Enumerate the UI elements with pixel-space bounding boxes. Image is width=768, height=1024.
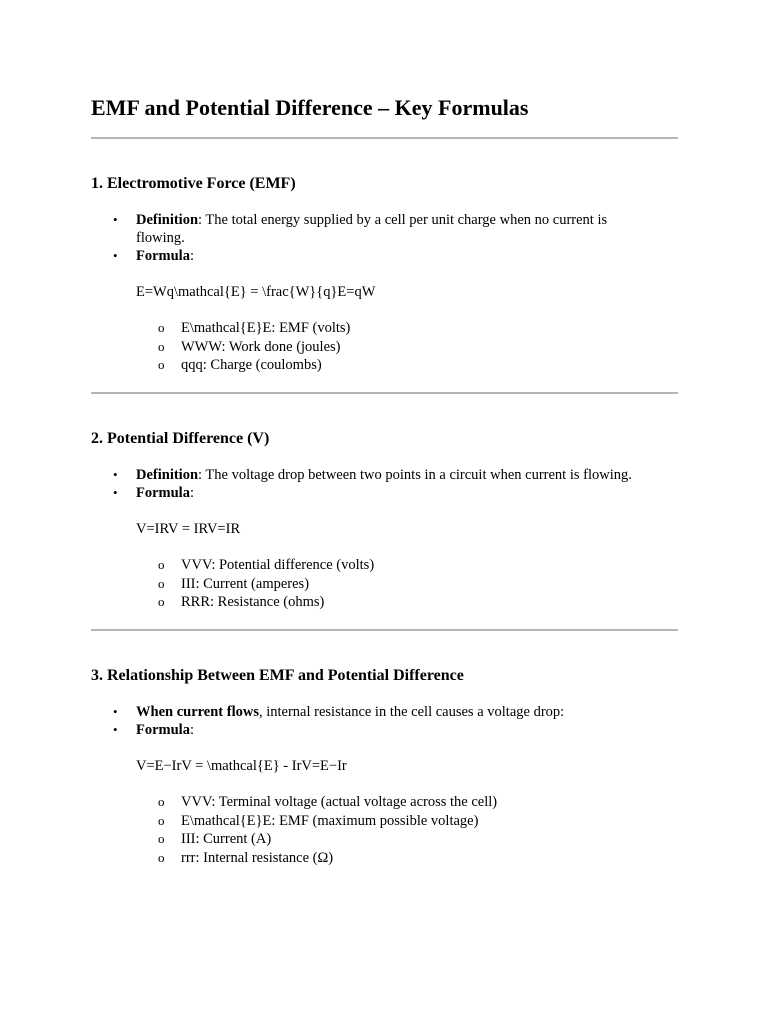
variable-item: o III: Current (A) xyxy=(91,830,497,849)
formula-colon: : xyxy=(189,485,194,501)
section-3-intro xyxy=(91,703,646,721)
section-3-heading: 3. Relationship Between EMF and Potential Difference xyxy=(91,667,464,684)
variable-item: o E\mathcal{E}E: EMF (maximum possible voltage) xyxy=(91,812,497,831)
section-1-divider xyxy=(91,392,678,394)
variable-item: o qqq: Charge (coulombs) xyxy=(91,356,350,375)
title-divider xyxy=(91,137,678,139)
condition-text: , internal resistance in the cell causes a voltage drop: xyxy=(258,704,565,720)
variable-item: o III: Current (amperes) xyxy=(91,575,374,594)
section-1-heading: 1. Electromotive Force (EMF) xyxy=(91,175,296,192)
section-2-divider xyxy=(91,629,678,631)
variable-item: o RRR: Resistance (ohms) xyxy=(91,593,374,612)
condition-label: When current flows xyxy=(136,704,259,720)
formula-label: Formula xyxy=(136,485,190,501)
section-2-formula-label xyxy=(91,484,646,502)
section-2-definition xyxy=(91,466,646,484)
formula-label: Formula xyxy=(136,248,190,264)
formula-colon: : xyxy=(189,722,194,738)
section-3-variables xyxy=(91,793,497,867)
section-2-heading: 2. Potential Difference (V) xyxy=(91,430,270,447)
variable-item: o rrr: Internal resistance (Ω) xyxy=(91,849,497,868)
section-1-bullets xyxy=(91,211,678,265)
document-title: EMF and Potential Difference – Key Formulas xyxy=(91,95,529,120)
definition-label: Definition xyxy=(136,467,199,483)
definition-label: Definition xyxy=(136,212,199,228)
definition-text: : The voltage drop between two points in a circuit when current is flowing. xyxy=(198,467,632,483)
section-3-formula: V=E−IrV = \mathcal{E} - IrV=E−Ir xyxy=(136,758,347,774)
formula-label: Formula xyxy=(136,722,190,738)
section-3-formula-label xyxy=(91,721,646,739)
formula-colon: : xyxy=(189,248,194,264)
section-3-bullets xyxy=(91,703,678,739)
variable-item: o E\mathcal{E}E: EMF (volts) xyxy=(91,319,350,338)
variable-item: o VVV: Potential difference (volts) xyxy=(91,556,374,575)
variable-item: o WWW: Work done (joules) xyxy=(91,338,350,357)
section-1-variables xyxy=(91,319,350,375)
section-1-definition xyxy=(91,211,646,247)
section-1-formula: E=Wq\mathcal{E} = \frac{W}{q}E=qW xyxy=(136,284,376,300)
section-2-formula: V=IRV = IRV=IR xyxy=(136,521,241,537)
section-2-variables xyxy=(91,556,374,612)
definition-text: : The total energy supplied by a cell per unit charge when no current is flowing. xyxy=(136,212,608,246)
section-1-formula-label xyxy=(91,247,646,265)
variable-item: o VVV: Terminal voltage (actual voltage across the cell) xyxy=(91,793,497,812)
section-2-bullets xyxy=(91,466,678,502)
